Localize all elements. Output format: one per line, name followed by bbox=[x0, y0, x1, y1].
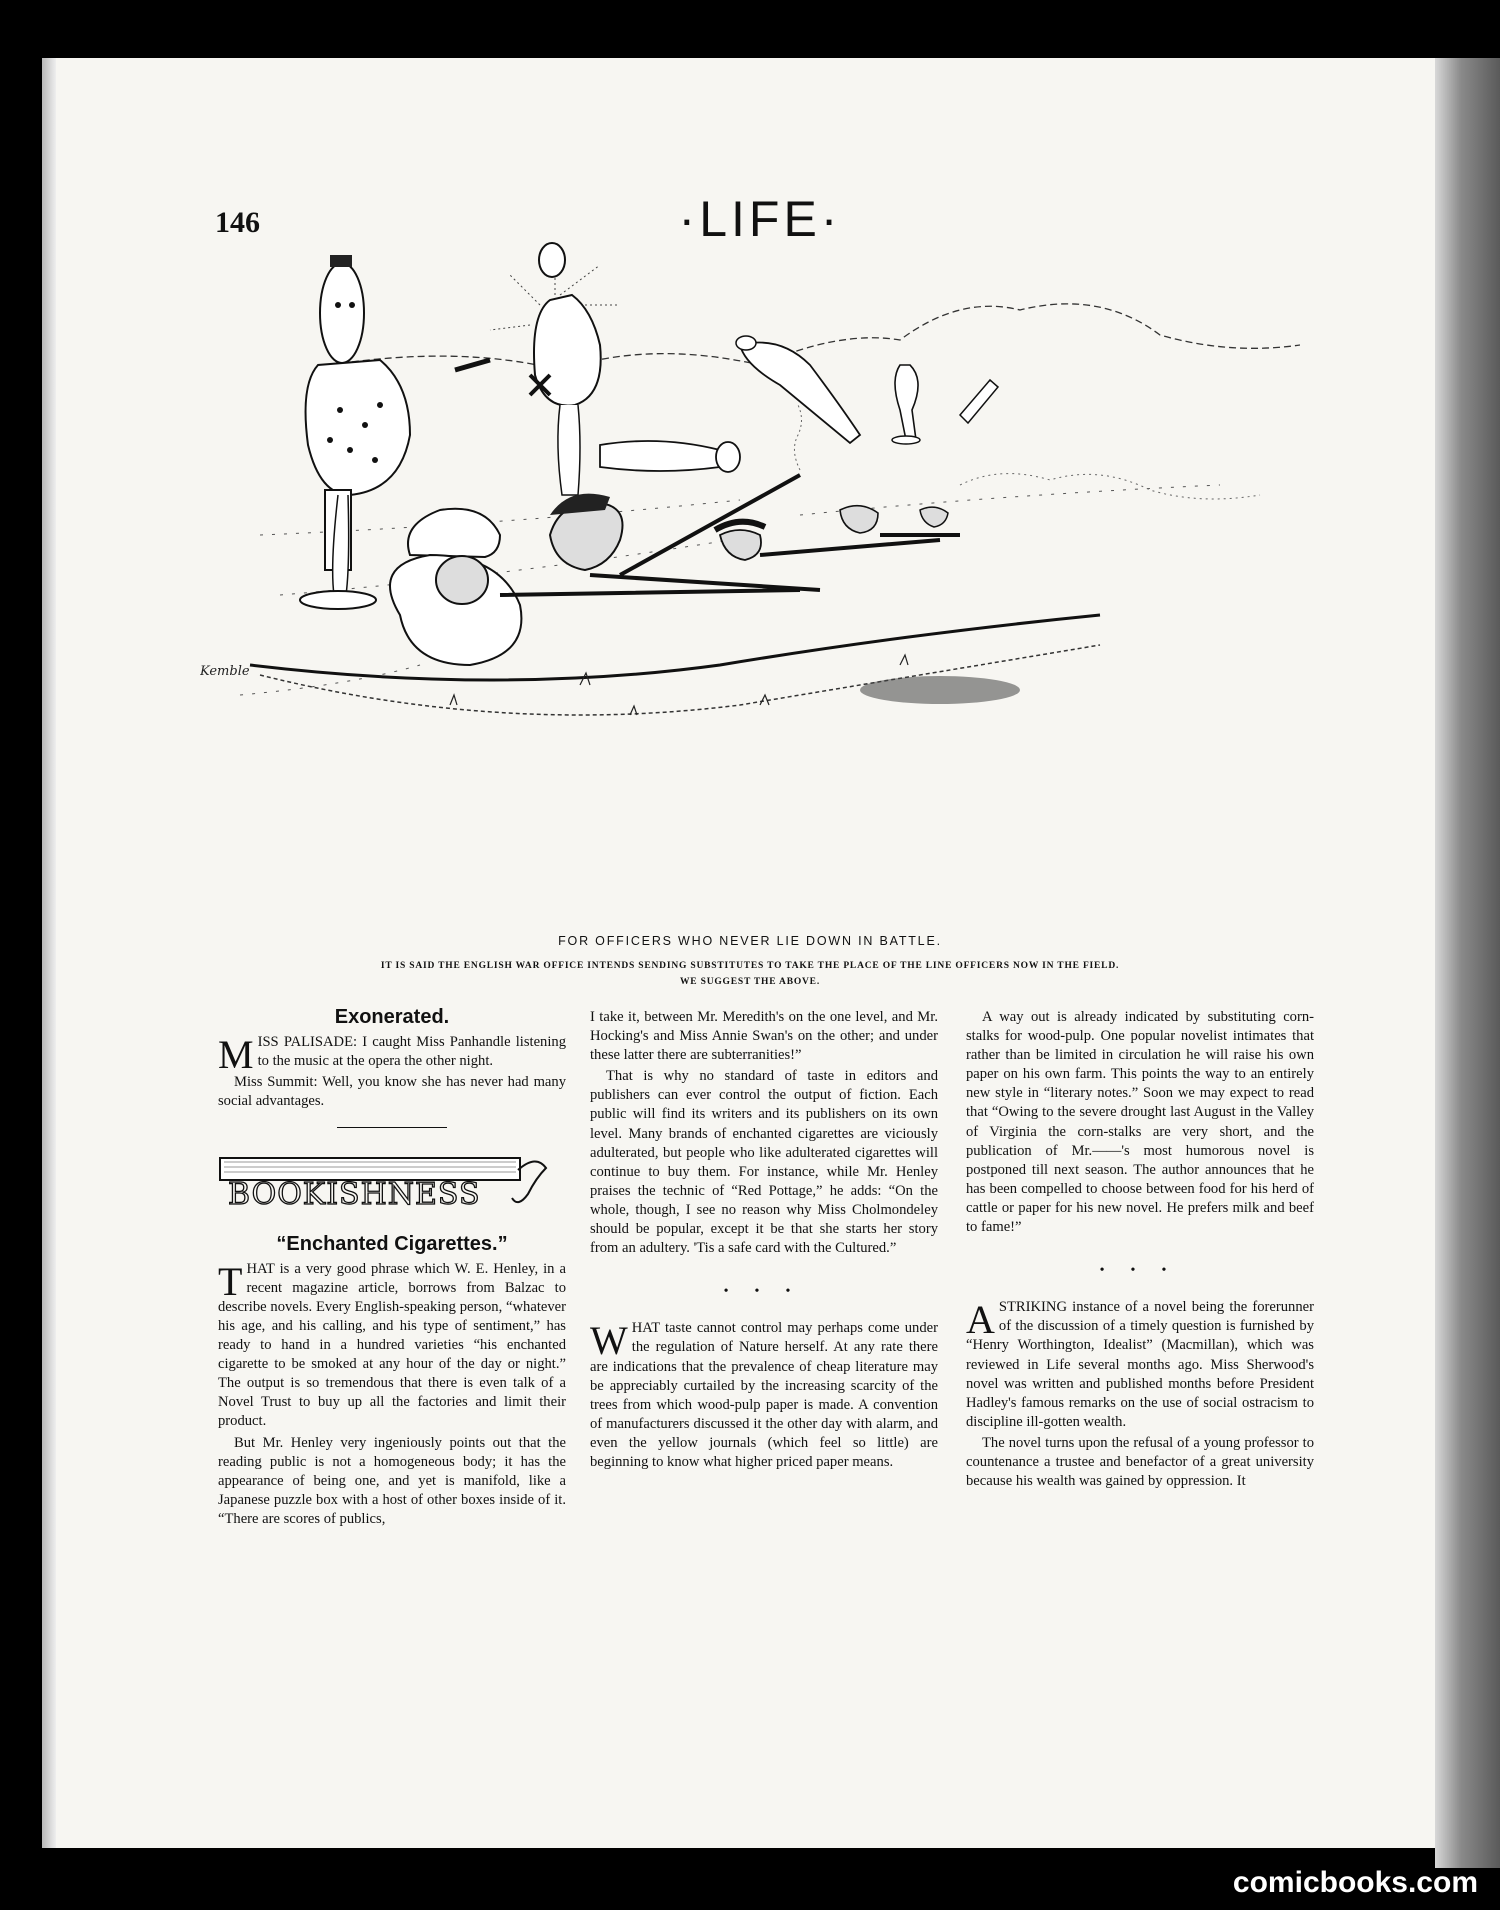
article-paragraph bbox=[966, 1298, 1314, 1432]
drop-cap: T bbox=[218, 1258, 243, 1304]
article-paragraph: That is why no standard of taste in editors and publishers can ever control the output of fiction. Each public will find its writers and its publishers on its own level. Many brands of enchanted cigarettes are viciously adulterated, but people who like adulterated cigarettes will continue to buy them. For instance, while Mr. Henley praises the technic of “Red Pottage,” he adds: “On the whole, though, I see no reason why Miss Cholmondeley should be popular, except it be that she starts her story from an adultery. 'Tis a safe card with the Cultured.” bbox=[590, 1068, 938, 1257]
cartoon-caption-subtext bbox=[200, 958, 1300, 990]
article-paragraph: But Mr. Henley very ingeniously points out that the reading public is not a homogeneous body; it has the appearance of being one, and yet is manifold, like a Japanese puzzle box with a host of other boxes inside of it. “There are scores of publics, bbox=[218, 1434, 566, 1527]
article-paragraph bbox=[590, 1319, 938, 1472]
article-paragraph: I take it, between Mr. Meredith's on the one level, and Mr. Hocking's and Miss Annie Swan's on the other; and under these latter there are subterranities!” bbox=[590, 1009, 938, 1064]
cartoon-caption-title: FOR OFFICERS WHO NEVER LIE DOWN IN BATTLE. bbox=[558, 934, 942, 948]
article-column-3 bbox=[966, 1008, 1314, 1493]
article-paragraph: Miss Summit: Well, you know she has never had many social advantages. bbox=[218, 1074, 566, 1110]
drop-cap: A bbox=[966, 1297, 995, 1343]
drop-cap: M bbox=[218, 1032, 254, 1078]
page-gutter-shadow bbox=[42, 58, 56, 1848]
section-divider bbox=[337, 1127, 447, 1128]
drop-cap: W bbox=[590, 1318, 628, 1364]
paragraph-text: HAT taste cannot control may perhaps come under the regulation of Nature herself. At any rate there are indications that the prevalence of cheap literature may be appreciably curtailed by the increasing scarcity of the trees from which wood-pulp paper is made. A convention of manufacturers discussed it the other day with alarm, and even the yellow journals (which feel so little) are beginning to know what higher priced paper means. bbox=[590, 1320, 938, 1470]
page-number: 146 bbox=[215, 206, 260, 239]
bookishness-banner bbox=[218, 1150, 548, 1216]
cartoon-illustration bbox=[200, 235, 1300, 895]
article-heading: Exonerated. bbox=[334, 1006, 450, 1028]
paragraph-text: ISS PALISADE: I caught Miss Panhandle listening to the music at the opera the other night. bbox=[257, 1034, 566, 1070]
article-paragraph: The novel turns upon the refusal of a young professor to countenance a trustee and benefactor of a great university because his wealth was gained by oppression. It bbox=[966, 1434, 1314, 1490]
article-paragraph bbox=[218, 1032, 566, 1078]
banner-title: BOOKISHNESS bbox=[228, 1177, 481, 1213]
magazine-masthead: ·LIFE· bbox=[678, 191, 842, 247]
article-paragraph bbox=[218, 1260, 566, 1432]
book-page-edges bbox=[1435, 58, 1500, 1868]
article-paragraph: A way out is already indicated by substituting corn-stalks for wood-pulp. One popular novelist intimates that rather than be limited in circulation he will raise his own paper on his own farm. This points the way to an entirely new style in “literary notes.” Soon we may expect to read that “Owing to the severe drought last August in the Valley of Virginia the corn-stalks are very short, and the publication of Mr.——'s most humorous novel is postponed till next season. The author announces that he has been compelled to choose between food for his herd of cattle or paper for his new novel. He prefers milk and beef to fame!” bbox=[966, 1009, 1314, 1236]
article-column-2 bbox=[590, 1008, 938, 1474]
caption-line: WE SUGGEST THE ABOVE. bbox=[680, 977, 820, 987]
site-watermark: comicbooks.com bbox=[1232, 1866, 1478, 1899]
section-ornament: ••• bbox=[1099, 1263, 1193, 1279]
paragraph-text: STRIKING instance of a novel being the forerunner of the discussion of a timely question is furnished by “Henry Worthington, Idealist” (Macmillan), which was reviewed in Life several months ago. Miss Sherwood's novel was written and published months before President Hadley's famous remarks on the use of social ostracism to discipline ill-gotten wealth. bbox=[966, 1299, 1314, 1430]
article-column-1 bbox=[218, 1008, 566, 1531]
paragraph-text: HAT is a very good phrase which W. E. Henley, in a recent magazine article, borrows from Balzac to describe novels. Every English-speaking person, “whatever his age, and his calling, and his type of sentiment,” has ready to hand in a hundred varieties “his enchanted cigarette to be smoked at any hour of the day or night.” The output is so tremendous that there is even talk of a Novel Trust to buy up all the factories and limit their product. bbox=[218, 1260, 566, 1430]
section-ornament: ••• bbox=[723, 1284, 817, 1300]
artist-signature: Kemble bbox=[200, 664, 250, 679]
article-subheading: “Enchanted Cigarettes.” bbox=[276, 1232, 508, 1255]
caption-line: IT IS SAID THE ENGLISH WAR OFFICE INTENDS SENDING SUBSTITUTES TO TAKE THE PLACE OF THE LINE OFFICERS NOW IN THE FIELD. bbox=[380, 961, 1120, 971]
